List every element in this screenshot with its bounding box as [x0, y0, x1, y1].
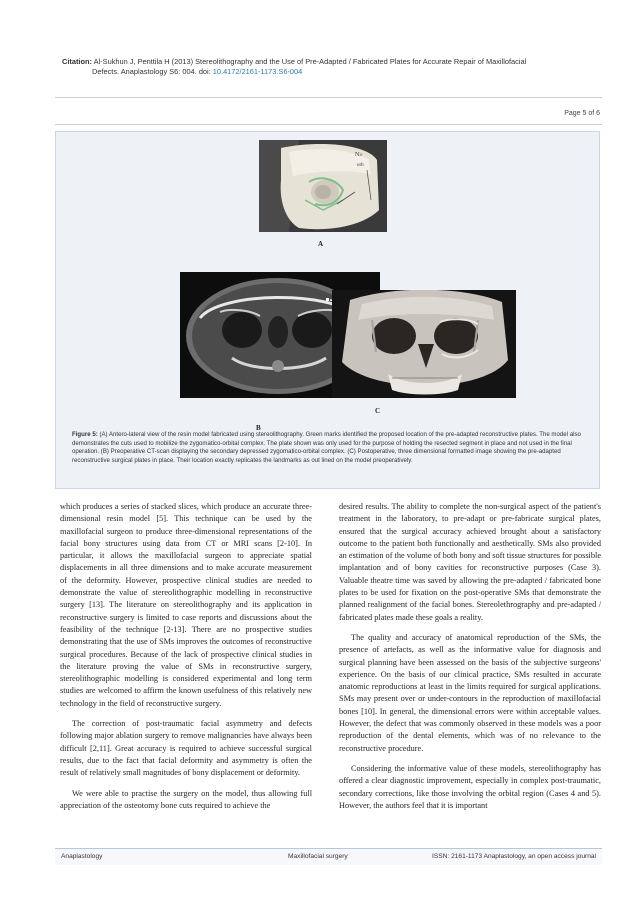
citation [62, 57, 582, 77]
body-paragraph: desired results. The ability to complete the non-surgical aspect of the patient's treatment in the laboratory, to pre-adapt or pre-fabricate surgical plates, ensured that the surgical accuracy achieved brought about a satisfactory outcome to the patient both functionally and aesthetically. SMs also provided an estimation of the volume of both bony and soft tissue structures for possible implantation and of bony cavities for reconstructive purposes (Case 3). Valuable theatre time was saved by allowing the pre-adapted / fabricated bone plates to be used for fixation on the post-operative SMs that demonstrate the planned realignment of the facial bones. Stereolethrography and pre-adapted / fabricated plates made these goals a reality. [339, 502, 601, 622]
figure-panel-c-image [332, 290, 516, 398]
body-paragraph: We were able to practise the surgery on the model, thus allowing full appreciation of the osteotomy bone cuts required to achieve the [60, 788, 312, 810]
citation-label: Citation: [62, 57, 92, 66]
footer-issue: Maxillofacial surgery [288, 853, 348, 860]
citation-line2: Defects. Anaplastology S6: 004. doi: [92, 67, 213, 76]
figure-label-c: C [375, 407, 381, 415]
figure-label-b: B [256, 424, 261, 432]
figure-caption-text: (A) Antero-lateral view of the resin model fabricated using stereolithography. Green marks identified the proposed location of the pre-adapted reconstructive plates. The model also demonstrates the cuts used to mobilize the zygomatico-orbital complex. The plate shown was only used for the purpose of holding the resected segment in place and not used in the final operation. (B) Preoperative CT-scan displaying the secondary depressed zygomatico-orbital complex. (C) Postoperative, three dimensional formatted image showing the pre-adapted reconstructive surgical plates in place. Their location exactly replicates the landmarks as out lined on the model preoperatively. [72, 431, 581, 464]
svg-text:N≥: N≥ [355, 152, 363, 158]
page-footer [55, 848, 602, 865]
footer-journal: Anaplastology [61, 853, 103, 860]
header-divider [55, 97, 602, 98]
citation-line1: Al-Sukhun J, Penttila H (2013) Stereolithography and the Use of Pre-Adapted / Fabricated Plates for Accurate Repair of Maxillofacial [93, 57, 527, 66]
body-paragraph: The correction of post-traumatic facial asymmetry and defects following major ablation surgery to remove malignancies have always been difficult [2,11]. Great accuracy is required to achieve successful surgical results, due to the fact that facial deformity and asymmetry is often the result of relatively small magnitudes of bony displacement or deformity. [60, 719, 312, 778]
svg-text:orb: orb [357, 163, 364, 168]
figure-caption-label: Figure 5: [72, 431, 98, 438]
figure-panel-a-image [259, 140, 387, 232]
body-column-left [60, 501, 312, 812]
body-paragraph: The quality and accuracy of anatomical reproduction of the SMs, the presence of artefacts, as well as the informative value for diagnosis and surgical planning have been assessed on the basis of the subjective surgeons' experience. On the basis of our clinical practice, SMs resulted in accurate anatomic reproductions at least in the limits required for surgical applications. SMs may present over or under-contours in the reproduction of maxillofacial bones [10]. In general, the dimensional errors were within acceptable values. However, the defect that was commonly observed in these models was a poor reproduction of the dental elements, which was of no relevance to the reconstructive procedure. [339, 632, 601, 753]
figure-caption [72, 431, 592, 465]
doi-link[interactable]: 10.4172/2161-1173.S6-004 [212, 67, 303, 76]
page-number: Page 5 of 6 [564, 110, 600, 117]
body-column-right [339, 501, 601, 812]
body-paragraph: which produces a series of stacked slices, which produce an accurate three-dimensional resin model [5]. This technique can be used by the maxillofacial surgeon to produce three-dimensional representations of the facial bony structures using data from CT or MRI scans [2-10]. In particular, it allows the maxillofacial surgeon to appreciate spatial displacements in all three dimensions and to make accurate measurement of the deformity. However, prospective clinical studies are needed to demonstrate the value of stereolithographic modelling in reconstructive surgery [13]. The literature on stereolithography and its application in reconstructive surgery is limited to case reports and discussions about the feasibility of the technique [2-13]. There are no prospective studies demonstrating that the use of SMs improves the outcomes of reconstructive surgical procedures. Because of the lack of prospective clinical studies in the literature proving the value of SMs in reconstructive surgery, stereolithographic modelling is considered experimental and long term studies are welcomed to affirm the known usefulness of this relatively new technology in the field of reconstructive surgery. [60, 502, 312, 708]
figure-5 [55, 131, 600, 489]
footer-issn: ISSN: 2161-1173 Anaplastology, an open access journal [432, 853, 596, 860]
header-divider-2 [55, 124, 602, 125]
figure-label-a: A [318, 240, 324, 248]
body-paragraph: Considering the informative value of these models, stereolithography has offered a clear diagnostic improvement, especially in complex post-traumatic, secondary corrections, like those involving the orbital region (Cases 4 and 5). However, the authors feel that it is important [339, 763, 601, 810]
